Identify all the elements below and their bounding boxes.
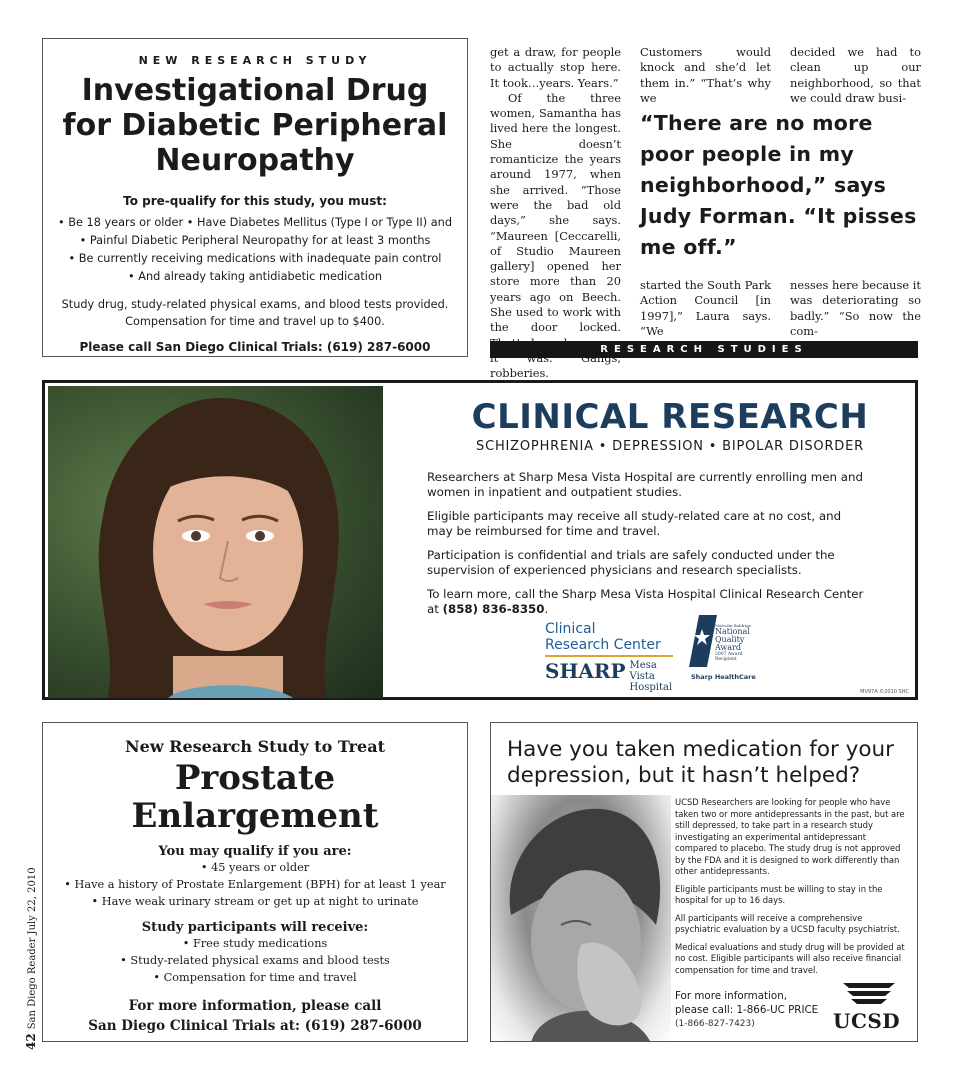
ad-paragraph: To learn more, call the Sharp Mesa Vista Hospital Clinical Research Center at (858) 836-8350. [427, 587, 864, 616]
criteria-list [43, 214, 467, 286]
logo-text: Research Center [545, 637, 661, 653]
qualify-heading: You may qualify if you are: [158, 844, 352, 859]
pull-quote: “There are no more poor people in my neighborhood,” says Judy Forman. “It pisses me off.” [640, 111, 917, 259]
contact-line: (1-866-827-7423) [675, 1019, 755, 1029]
article-column-2-top: Customers would knock and she’d let them in.” “That’s why we [640, 45, 771, 105]
ad-phone-line: Please call San Diego Clinical Trials: (619) 287-6000 [79, 340, 431, 354]
award-text: Malcolm Baldrige [715, 623, 752, 628]
qualify-item: • Have weak urinary stream or get up at night to urinate [91, 895, 419, 908]
contact-line: For more information, [675, 990, 788, 1002]
diabetic-neuropathy-ad [42, 38, 468, 357]
sharp-logo: SHARP [545, 659, 626, 683]
ad-paragraph: Eligible participants may receive all study-related care at no cost, and may be reimbursed for time and travel. [427, 509, 842, 538]
ad-paragraph: UCSD Researchers are looking for people who have taken two or more antidepressants in the past, but are still depressed, to take part in a research study investigating an experimental antidepressant compared to placebo. The study drug is not approved by the FDA and it is designed to work differently than other antidepressants. [675, 797, 905, 876]
ad-title-line-2: Enlargement [131, 796, 379, 836]
article-paragraph: get a draw, for people to actually stop here. It took…years. Years.” [490, 45, 621, 90]
portrait-illustration [48, 386, 383, 698]
ad-subhead: To pre-qualify for this study, you must: [123, 194, 387, 208]
ad-paragraph: All participants will receive a comprehensive psychiatric evaluation by a UCSD faculty psychiatrist. [675, 912, 900, 934]
article-column-2-bottom: started the South Park Action Council [in 1997],” Laura says. “We [640, 278, 771, 338]
logo-text: Mesa Vista [629, 660, 657, 682]
ucsd-logo: UCSD [833, 1009, 901, 1033]
page-number: 42 [24, 1033, 38, 1050]
ucsd-emblem-icon [841, 979, 897, 1005]
section-bar: RESEARCH STUDIES [490, 341, 918, 358]
award-text: 2007 Award Recipient [715, 652, 743, 662]
ad-headline: Have you taken medication for your depression, but it hasn’t helped? [507, 737, 894, 788]
ad-body-text [675, 797, 905, 982]
qualify-item: • 45 years or older [200, 861, 310, 874]
ad-note: Study drug, study-related physical exams, and blood tests provided. Compensation for time and travel up to $400. [61, 298, 449, 328]
qualify-item: • Have a history of Prostate Enlargement (BPH) for at least 1 year [64, 878, 446, 891]
woman-illustration [491, 795, 671, 1042]
award-text: Quality [715, 635, 745, 644]
ad-paragraph: Medical evaluations and study drug will be provided at no cost. Eligible participants will also receive financial compensation for time and travel. [675, 941, 905, 975]
ad-title-line-1: Prostate [174, 758, 336, 798]
benefit-item: • Free study medications [182, 937, 328, 950]
award-text: Award [715, 643, 741, 652]
ad-title: CLINICAL RESEARCH [471, 397, 869, 437]
benefit-item: • Study-related physical exams and blood tests [120, 954, 390, 967]
ad-eyebrow: NEW RESEARCH STUDY [138, 54, 372, 67]
clinical-research-center-logo [545, 621, 685, 693]
ad-title: Investigational Drug for Diabetic Peripheral Neuropathy [62, 73, 448, 178]
criteria-item: • Be 18 years or older • Have Diabetes Mellitus (Type I or Type II) and [57, 216, 453, 229]
article-column-3-top: decided we had to clean up our neighborhood, so that we could draw busi- [790, 45, 921, 105]
older-woman-photo [491, 795, 671, 1042]
ad-paragraph: Participation is confidential and trials are safely conducted under the supervision of experienced physicians and research specialists. [427, 548, 835, 577]
conditions-line: SCHIZOPHRENIA • DEPRESSION • BIPOLAR DISORDER [476, 439, 864, 454]
criteria-item: • Be currently receiving medications with inadequate pain control [68, 252, 442, 265]
star-icon [685, 615, 717, 667]
ad-body [425, 397, 915, 617]
ad-code: MV97A ©2010 SHC [860, 689, 909, 695]
benefit-item: • Compensation for time and travel [153, 971, 357, 984]
woman-portrait-photo [48, 386, 383, 698]
criteria-item: • And already taking antidiabetic medication [127, 270, 383, 283]
call-line-1: For more information, please call [128, 998, 382, 1014]
call-line-2: San Diego Clinical Trials at: (619) 287-6000 [88, 1018, 422, 1034]
ucsd-depression-ad [490, 722, 918, 1042]
ad-pretitle: New Research Study to Treat [125, 737, 385, 756]
ad-paragraph: Researchers at Sharp Mesa Vista Hospital are currently enrolling men and women in inpatient and outpatient studies. [427, 470, 863, 499]
logo-text: Clinical [545, 621, 596, 637]
logo-rule [545, 655, 673, 657]
criteria-item: • Painful Diabetic Peripheral Neuropathy for at least 3 months [79, 234, 431, 247]
article-column-1 [490, 45, 621, 382]
contact-info [675, 989, 855, 1031]
contact-text: To learn more, call the Sharp Mesa Vista Hospital Clinical Research Center at [427, 587, 864, 616]
folio-text: San Diego Reader July 22, 2010 [27, 867, 38, 1030]
contact-line: please call: 1-866-UC PRICE [675, 1004, 819, 1016]
award-org: Sharp HealthCare [691, 673, 756, 681]
phone-number: (858) 836-8350 [442, 602, 545, 616]
article-paragraph: Of the three women, Samantha has lived here the longest. She doesn’t romanticize the years around 1977, when she arrived. “Those were the bad old days,” she says. “Maureen [Ceccarelli, of Studio Maureen gallery] opened her store more than 20 years ago on Beech. She used to work with the door locked. robberies. [490, 90, 621, 381]
sharp-clinical-research-ad [42, 380, 918, 700]
benefits-heading: Study participants will receive: [141, 920, 369, 935]
article-column-3-bottom: nesses here because it was deteriorating so badly.” “So now the com- [790, 278, 921, 338]
page-folio [24, 867, 38, 1050]
award-text: National [715, 627, 750, 636]
ad-paragraph: Eligible participants must be willing to stay in the hospital for up to 16 days. [675, 883, 883, 905]
logo-text: Hospital [629, 682, 673, 693]
prostate-enlargement-ad [42, 722, 468, 1042]
